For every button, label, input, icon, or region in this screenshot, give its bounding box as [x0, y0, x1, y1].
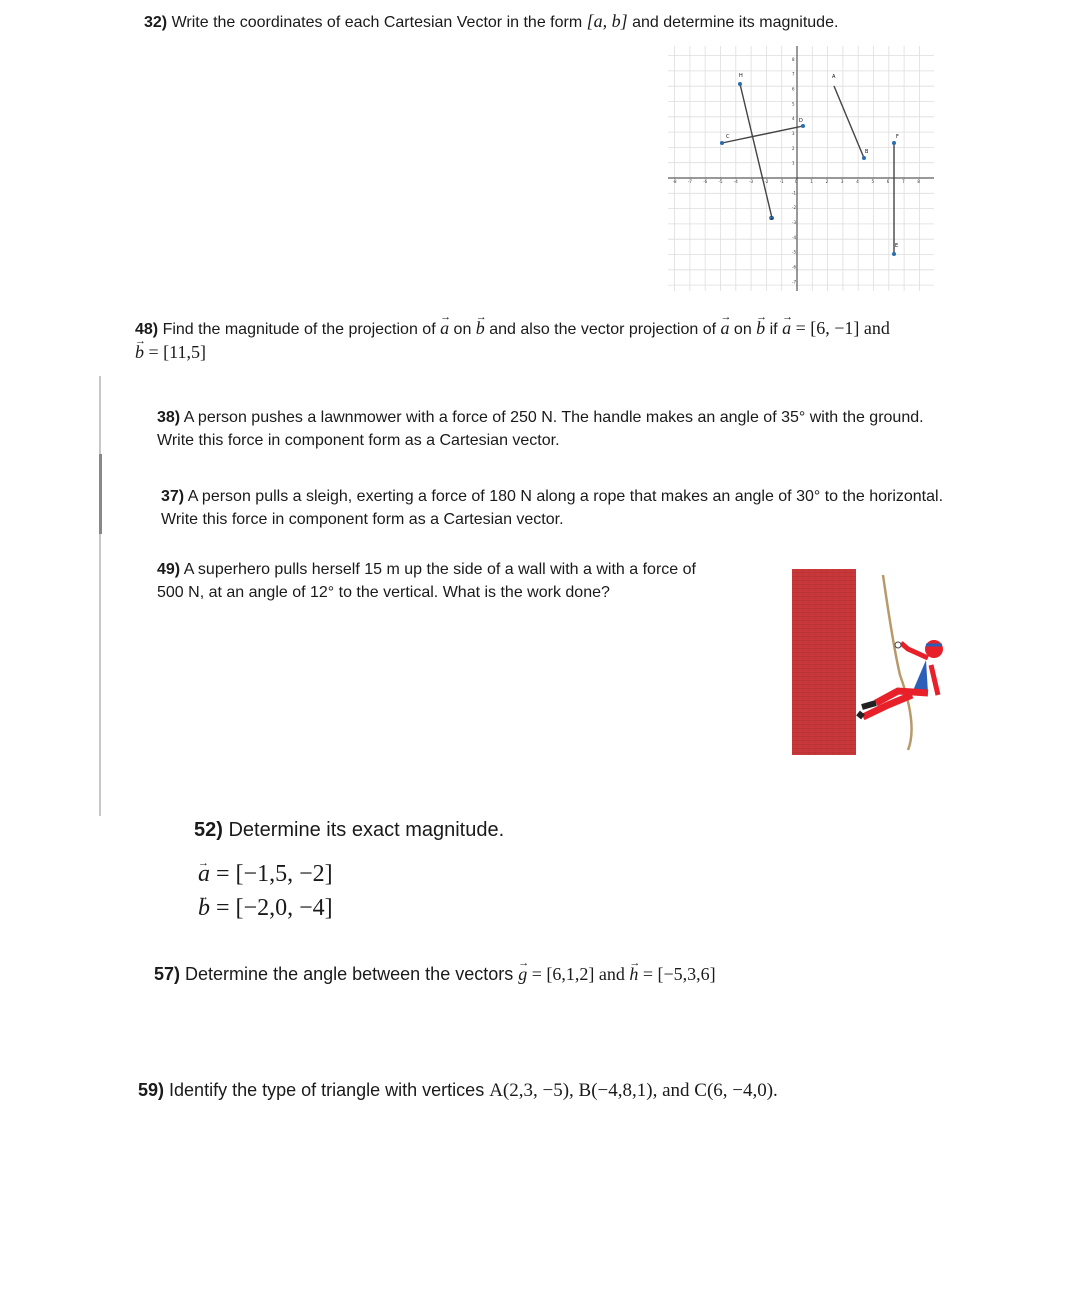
vector-b-definition: → b = [−2,0, −4]	[198, 892, 333, 924]
margin-line	[99, 376, 101, 816]
x-tick-label: 2	[825, 179, 829, 184]
x-tick-label: 0	[795, 179, 798, 184]
margin-bar	[99, 454, 102, 534]
question-59: 59) Identify the type of triangle with vertices A(2,3, −5), B(−4,8,1), and C(6, −4,0).	[138, 1080, 778, 1101]
y-tick-label: -6	[792, 264, 796, 270]
label-e: E	[895, 243, 899, 249]
label-d: D	[799, 118, 803, 124]
question-32: 32) Write the coordinates of each Cartesian Vector in the form [a, b] and determine its magnitude.	[144, 11, 839, 31]
point-h	[738, 82, 742, 86]
label-f: F	[896, 134, 899, 140]
question-38: 38) A person pushes a lawnmower with a force of 250 N. The handle makes an angle of 35° with the ground. Write this force in component form as a Cartesian vector.	[157, 409, 924, 449]
question-52: 52) Determine its exact magnitude.	[194, 819, 505, 841]
label-h: H	[739, 73, 743, 79]
y-tick-label: -4	[792, 234, 796, 240]
x-tick-label: 5	[871, 179, 875, 184]
rope	[883, 575, 912, 750]
cartesian-graph	[668, 46, 934, 291]
x-tick-label: -8	[672, 179, 677, 184]
y-tick-label: 1	[792, 160, 795, 166]
vector-a-definition: → a = [−1,5, −2]	[198, 858, 333, 890]
point-c	[720, 141, 724, 145]
x-tick-label: -2	[764, 179, 769, 184]
question-37: 37) A person pulls a sleigh, exerting a force of 180 N along a rope that makes an angle of 30° to the horizontal. Write this force in component form as a Cartesian vector.	[161, 488, 944, 528]
x-tick-label: 3	[840, 179, 844, 184]
y-tick-label: -5	[792, 249, 796, 255]
y-tick-label: -3	[792, 220, 796, 226]
x-tick-label: 8	[917, 179, 920, 184]
question-48: 48) Find the magnitude of the projection of → a on → b and also the vector projection of → a on → b if → a = [6, −1] and → b = [11,5]	[135, 317, 995, 365]
x-tick-label: 7	[902, 179, 905, 184]
point-d	[801, 124, 805, 128]
label-g: G	[769, 216, 773, 222]
y-tick-label: 8	[792, 56, 795, 62]
y-tick-label: 6	[792, 86, 795, 92]
x-tick-label: -7	[687, 179, 692, 184]
label-a: A	[832, 74, 836, 80]
point-b	[862, 156, 866, 160]
x-tick-label: 4	[856, 179, 859, 184]
x-tick-label: 6	[886, 179, 890, 184]
superhero-wall-illustration	[788, 565, 953, 760]
brick-wall	[792, 569, 856, 755]
x-tick-label: -6	[703, 179, 708, 184]
x-tick-label: -4	[733, 179, 738, 184]
point-f	[892, 141, 896, 145]
vector-h-g	[740, 84, 772, 218]
point-e	[892, 252, 896, 256]
label-b: B	[865, 149, 869, 155]
label-c: C	[726, 134, 730, 140]
y-tick-label: -7	[792, 279, 796, 285]
vector-c-d	[722, 126, 803, 143]
y-tick-label: 2	[792, 145, 795, 151]
y-tick-label: -2	[792, 205, 796, 211]
x-tick-label: -1	[779, 179, 784, 184]
y-tick-label: 7	[792, 71, 795, 77]
x-tick-label: -5	[718, 179, 723, 184]
question-49: 49) A superhero pulls herself 15 m up the side of a wall with a with a force of 500 N, at an angle of 12° to the vertical. What is the work done?	[157, 561, 696, 601]
y-tick-label: 5	[792, 101, 795, 107]
y-tick-label: -1	[792, 190, 796, 196]
y-tick-label: 3	[792, 130, 795, 136]
x-tick-label: 1	[810, 179, 813, 184]
question-57: 57) Determine the angle between the vectors → g = [6,1,2] and → h = [−5,3,6]	[154, 961, 716, 987]
y-tick-label: 4	[792, 116, 795, 122]
x-tick-label: -3	[749, 179, 754, 184]
